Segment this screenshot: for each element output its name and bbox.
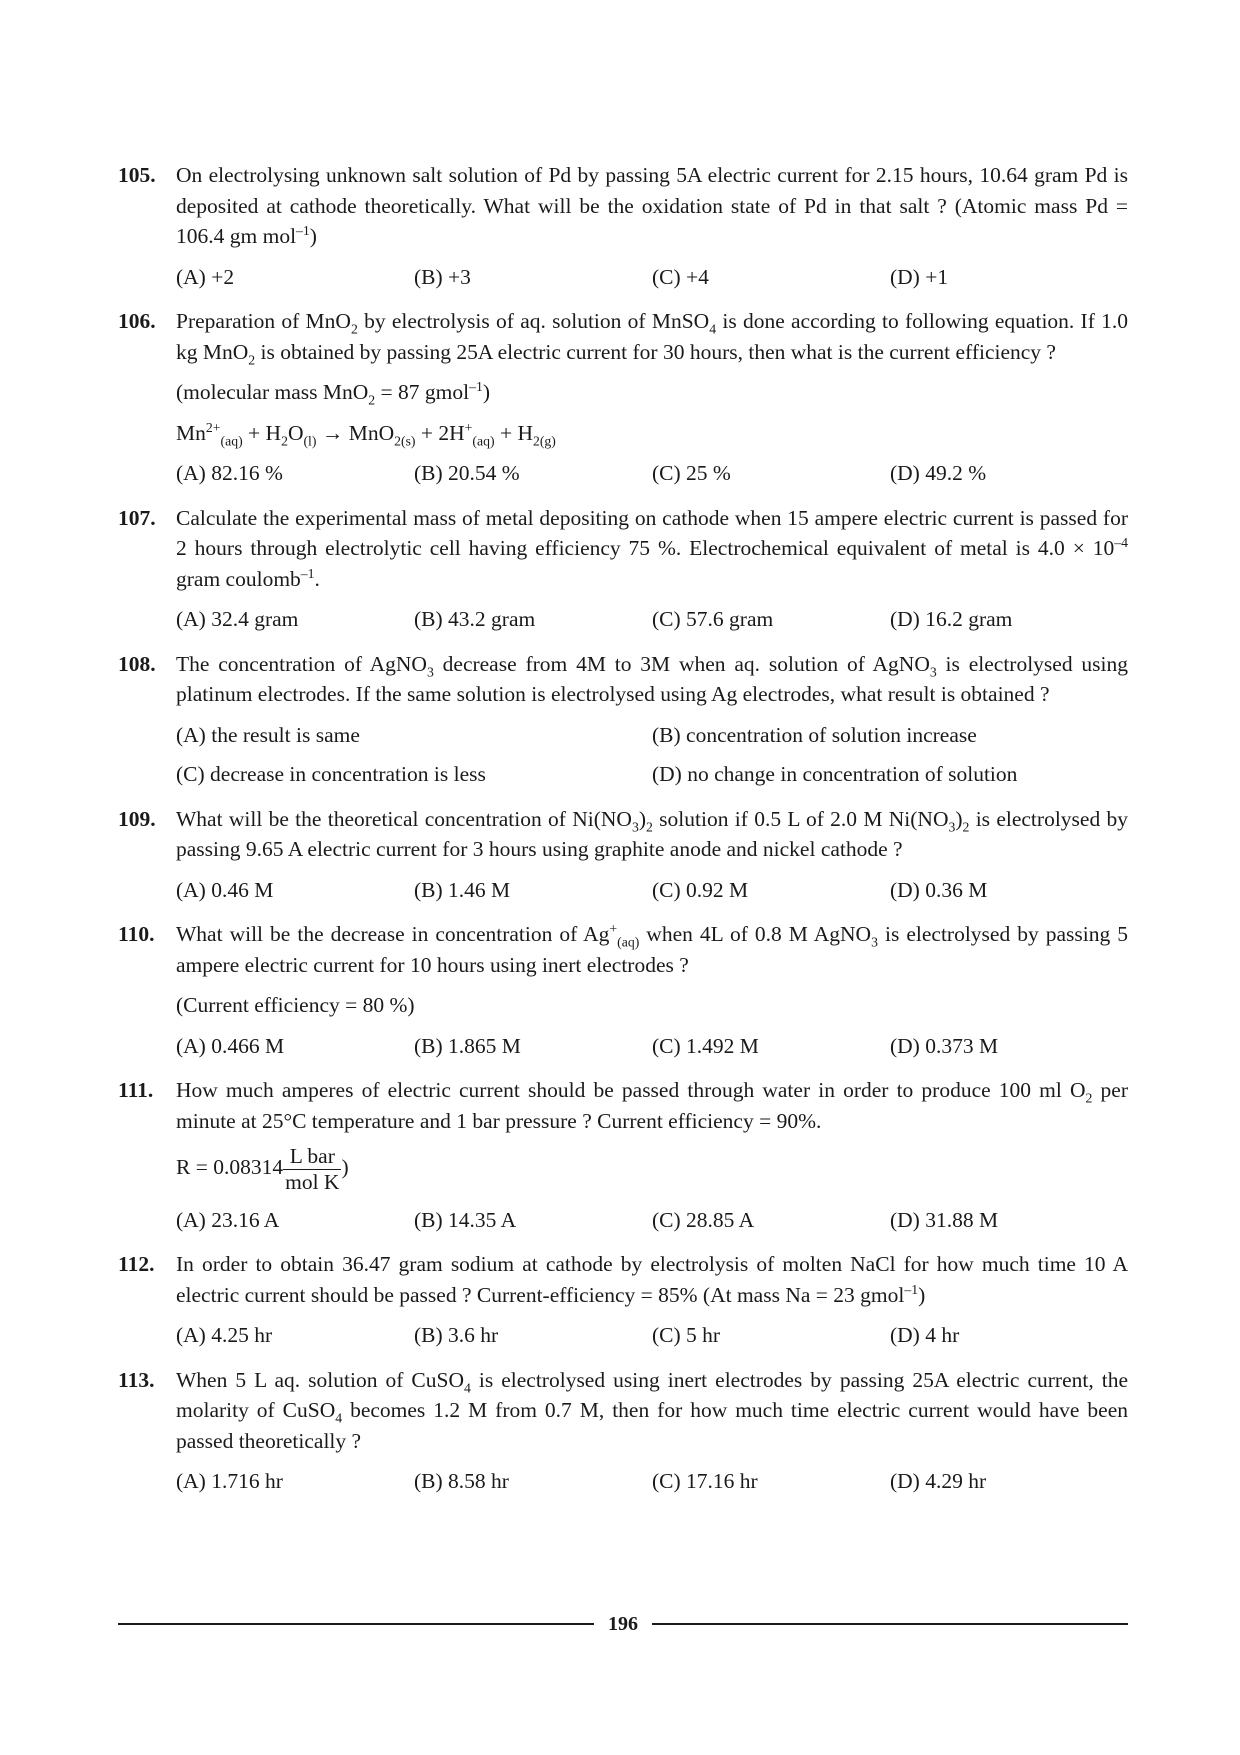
question-page [118, 160, 1128, 1511]
option-b[interactable]: (B) +3 [414, 264, 471, 289]
question-text: In order to obtain 36.47 gram sodium at cathode by electrolysis of molten NaCl for how much time 10 A electric current should be passed ? Current-efficiency = 85% (At mass Na = 23 gmol$^{-1}$) [176, 1252, 1128, 1307]
question-text: On electrolysing unknown salt solution of Pd by passing 5A electric current for 2.15 hours, 10.64 gram Pd is deposited at cathode theoretically. What will be the oxidation state of Pd in that salt ? (Atomic mass Pd = 106.4 gm mol$^{-1}$) [176, 163, 1128, 249]
option-d[interactable]: (D) 0.36 M [890, 877, 988, 902]
option-d[interactable]: (D) 0.373 M [890, 1033, 999, 1058]
question-body [176, 649, 1128, 790]
question-body [176, 503, 1128, 635]
question-text: When 5 L aq. solution of CuSO$_4$ is electrolysed using inert electrodes by passing 25A electric current, the molarity of CuSO$_4$ becomes 1.2 M from 0.7 M, then for how much time electric current would have been passed theoretically ? [176, 1367, 1129, 1453]
question-body [176, 306, 1128, 489]
option-d[interactable]: (D) 49.2 % [890, 461, 987, 486]
options [176, 875, 1128, 906]
question-106 [118, 306, 1128, 489]
question-text: Calculate the experimental mass of metal depositing on cathode when 15 ampere electric current is passed for 2 hours through electrolytic cell having efficiency 75 %. Electrochemical equivalent of metal is $4.0 \times 10^{-4}$ gram coulomb$^{-1}$. [176, 505, 1128, 591]
page-number: 196 [608, 1613, 638, 1635]
option-a[interactable]: (A) 82.16 % [176, 461, 283, 486]
option-d[interactable]: (D) 16.2 gram [890, 607, 1013, 632]
option-b[interactable]: (B) 1.865 M [414, 1033, 521, 1058]
question-text: Preparation of MnO$_2$ by electrolysis of aq. solution of MnSO$_4$ is done according to following equation. If 1.0 kg MnO$_2$ is obtained by passing 25A electric current for 30 hours, then what is the current efficiency ? [176, 309, 1129, 367]
option-b[interactable]: (B) concentration of solution increase [652, 722, 977, 747]
option-c[interactable]: (C) 5 hr [652, 1323, 721, 1348]
question-text: How much amperes of electric current should be passed through water in order to produce 100 ml $O_2$ per minute at 25°C temperature and 1 bar pressure ? Current efficiency = 90%. [176, 1078, 1128, 1133]
question-number: 108. [118, 651, 156, 676]
question-number: 111. [118, 1078, 154, 1103]
question-body [176, 1365, 1128, 1497]
efficiency-note: (Current efficiency = 80 %) [176, 993, 415, 1018]
question-body [176, 1075, 1128, 1235]
option-c[interactable]: (C) 57.6 gram [652, 607, 774, 632]
gas-constant-fraction: $\frac{\text{L bar}}{\text{mol K}}$ [285, 1144, 340, 1195]
question-text: The concentration of AgNO$_3$ decrease from 4M to 3M when aq. solution of AgNO$_3$ is electrolysed using platinum electrodes. If the same solution is electrolysed using Ag electrodes, what result is obtained ? [176, 651, 1128, 707]
option-a[interactable]: (A) the result is same [176, 722, 360, 747]
options [176, 1466, 1128, 1497]
option-a[interactable]: (A) 1.716 hr [176, 1469, 283, 1494]
question-text: What will be the decrease in concentration of $Ag^+_{(aq)}$ when 4L of 0.8 M AgNO$_3$ is electrolysed by passing 5 ampere electric current for 10 hours using inert electrodes ? [176, 921, 1128, 977]
options [176, 458, 1128, 489]
option-b[interactable]: (B) 8.58 hr [414, 1469, 509, 1494]
question-107 [118, 503, 1128, 635]
options [176, 262, 1128, 293]
options [176, 1031, 1128, 1062]
question-body [176, 804, 1128, 906]
question-body [176, 160, 1128, 292]
option-a[interactable]: (A) +2 [176, 264, 235, 289]
option-b[interactable]: (B) 1.46 M [414, 877, 511, 902]
option-a[interactable]: (A) 0.466 M [176, 1033, 285, 1058]
option-b[interactable]: (B) 3.6 hr [414, 1323, 499, 1348]
footer-rule-left [118, 1623, 594, 1625]
question-number: 112. [118, 1252, 155, 1277]
option-c[interactable]: (C) 0.92 M [652, 877, 749, 902]
option-a[interactable]: (A) 0.46 M [176, 877, 274, 902]
options [176, 720, 1128, 790]
question-108 [118, 649, 1128, 790]
question-110 [118, 919, 1128, 1061]
option-a[interactable]: (A) 4.25 hr [176, 1323, 273, 1348]
options [176, 604, 1128, 635]
option-d[interactable]: (D) 4 hr [890, 1323, 960, 1348]
option-b[interactable]: (B) 43.2 gram [414, 607, 536, 632]
question-text: What will be the theoretical concentration of $Ni(NO_3)_2$ solution if 0.5 L of 2.0 M $Ni(NO_3)_2$ is electrolysed by passing 9.65 A electric current for 3 hours using graphite anode and nickel cathode ? [176, 806, 1128, 862]
option-d[interactable]: (D) 4.29 hr [890, 1469, 987, 1494]
question-number: 106. [118, 309, 156, 334]
question-body [176, 1249, 1128, 1351]
options [176, 1320, 1128, 1351]
question-number: 105. [118, 163, 156, 187]
options [176, 1205, 1128, 1236]
chemical-equation: $Mn^{2+}_{(aq)} + H_2O_{(l)} \to MnO_{2(s)} + 2H^+_{(aq)} + H_{2(g)}$ [176, 419, 556, 448]
option-a[interactable]: (A) 23.16 A [176, 1207, 280, 1232]
question-109 [118, 804, 1128, 906]
option-b[interactable]: (B) 14.35 A [414, 1207, 517, 1232]
option-a[interactable]: (A) 32.4 gram [176, 607, 299, 632]
question-111 [118, 1075, 1128, 1235]
option-c[interactable]: (C) 25 % [652, 461, 731, 486]
question-112 [118, 1249, 1128, 1351]
option-c[interactable]: (C) 28.85 A [652, 1207, 755, 1232]
page-footer [118, 1610, 1128, 1638]
option-c[interactable]: (C) 1.492 M [652, 1033, 759, 1058]
option-d[interactable]: (D) no change in concentration of solution [652, 762, 1018, 787]
option-d[interactable]: (D) +1 [890, 264, 949, 289]
question-113 [118, 1365, 1128, 1497]
option-c[interactable]: (C) decrease in concentration is less [176, 762, 486, 787]
molecular-mass-note: (molecular mass MnO$_2$ = 87 gmol$^{-1}$) [176, 378, 491, 408]
question-number: 113. [118, 1367, 155, 1392]
question-number: 109. [118, 806, 156, 831]
option-c[interactable]: (C) +4 [652, 264, 709, 289]
gas-constant-line: R = 0.08314 $\frac{\text{L bar}}{\text{mol K}}$ ) [176, 1144, 349, 1195]
option-c[interactable]: (C) 17.16 hr [652, 1469, 758, 1494]
footer-rule-right [652, 1623, 1128, 1625]
question-number: 107. [118, 505, 156, 530]
question-number: 110. [118, 922, 155, 947]
option-d[interactable]: (D) 31.88 M [890, 1207, 999, 1232]
option-b[interactable]: (B) 20.54 % [414, 461, 520, 486]
question-105 [118, 160, 1128, 292]
question-body [176, 919, 1128, 1061]
